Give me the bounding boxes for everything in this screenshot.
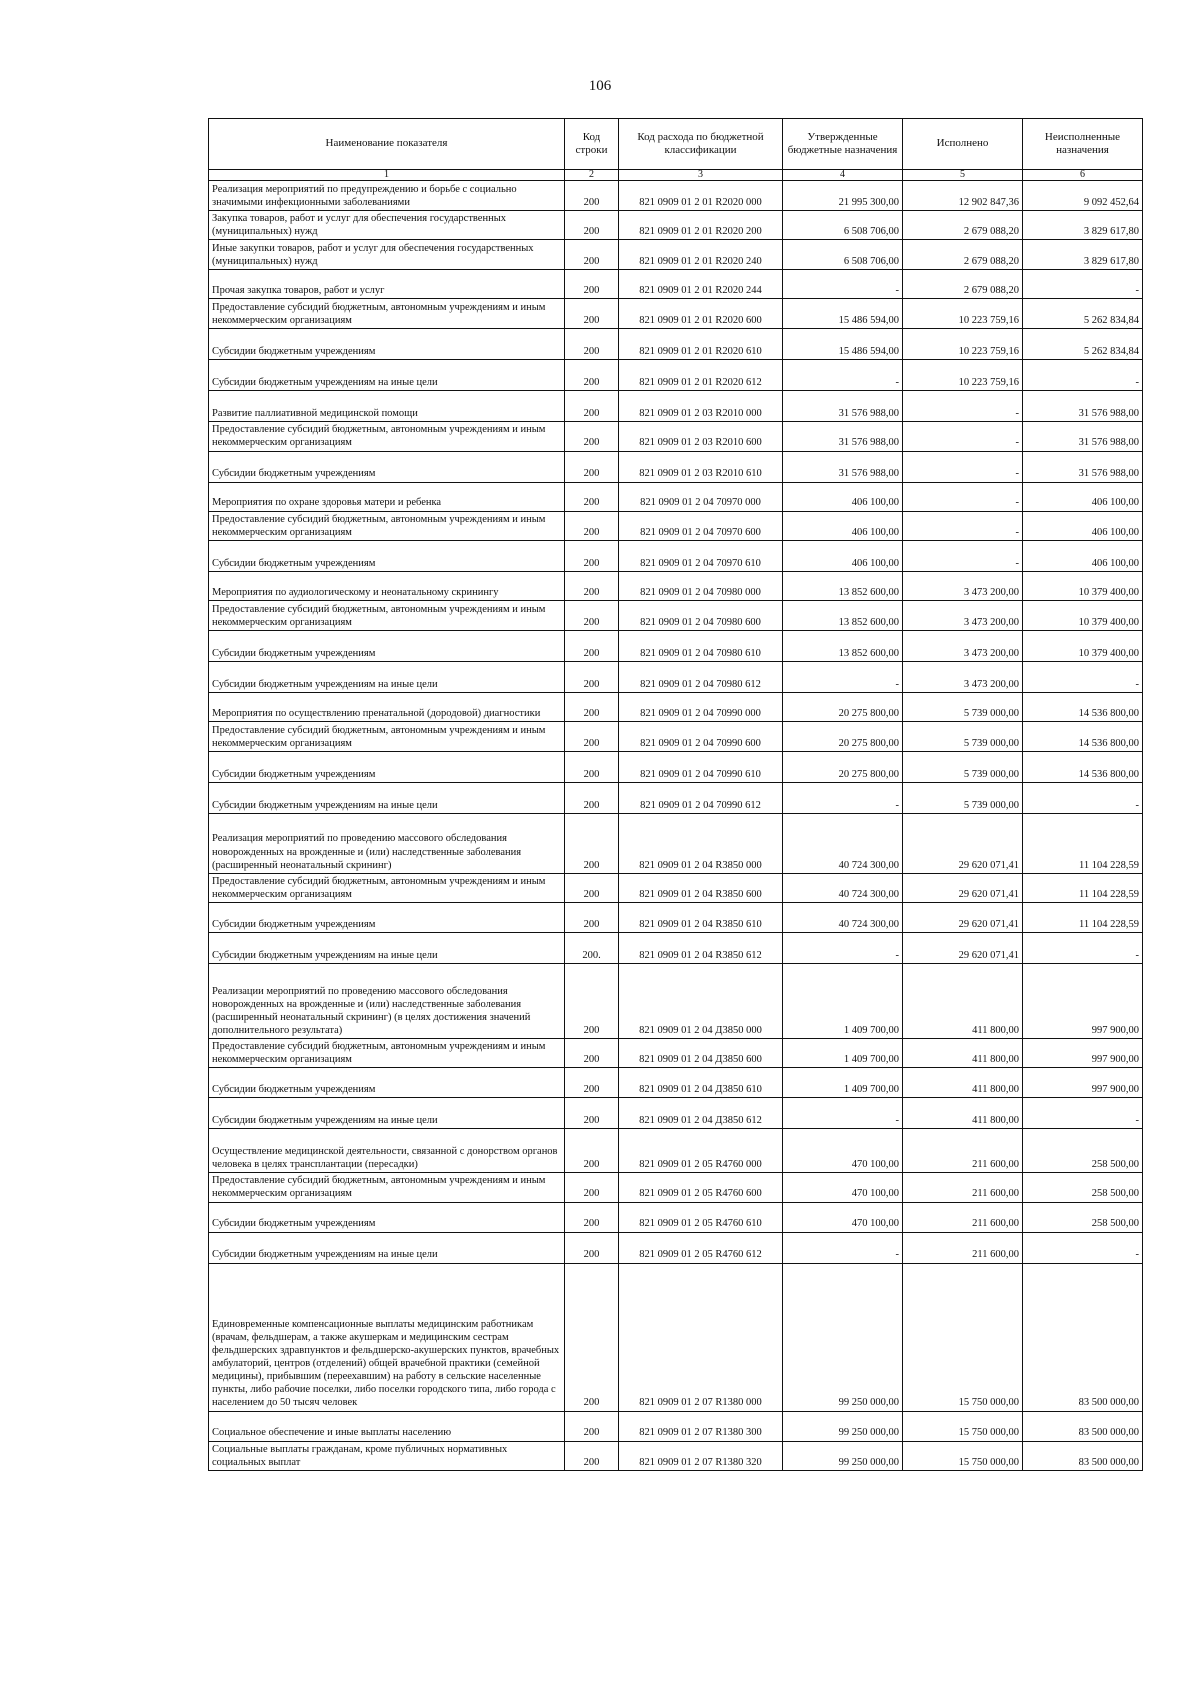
row-approved: 1 409 700,00 xyxy=(783,1039,903,1068)
row-unexecuted: 31 576 988,00 xyxy=(1023,391,1143,422)
row-code: 200 xyxy=(565,964,619,1039)
row-approved: 1 409 700,00 xyxy=(783,964,903,1039)
row-approved: 20 275 800,00 xyxy=(783,692,903,721)
row-unexecuted: 10 379 400,00 xyxy=(1023,600,1143,630)
row-executed: 211 600,00 xyxy=(903,1202,1023,1232)
row-approved: 470 100,00 xyxy=(783,1202,903,1232)
row-unexecuted: 9 092 452,64 xyxy=(1023,181,1143,211)
row-classification-code: 821 0909 01 2 04 Д3850 610 xyxy=(619,1068,783,1098)
row-code: 200 xyxy=(565,1232,619,1263)
row-name: Субсидии бюджетным учреждениям xyxy=(209,630,565,661)
row-executed: 29 620 071,41 xyxy=(903,873,1023,902)
row-executed: 10 223 759,16 xyxy=(903,299,1023,329)
row-classification-code: 821 0909 01 2 04 70970 600 xyxy=(619,511,783,540)
row-unexecuted: - xyxy=(1023,661,1143,692)
table-row xyxy=(209,813,1143,873)
row-executed: 411 800,00 xyxy=(903,964,1023,1039)
row-code: 200 xyxy=(565,1441,619,1470)
table-row xyxy=(209,211,1143,240)
row-unexecuted: 406 100,00 xyxy=(1023,482,1143,511)
row-executed: - xyxy=(903,451,1023,482)
table-row xyxy=(209,964,1143,1039)
row-approved: 20 275 800,00 xyxy=(783,751,903,782)
table-row xyxy=(209,1068,1143,1098)
row-executed: 29 620 071,41 xyxy=(903,813,1023,873)
row-approved: 6 508 706,00 xyxy=(783,240,903,270)
row-classification-code: 821 0909 01 2 03 R2010 000 xyxy=(619,391,783,422)
row-classification-code: 821 0909 01 2 04 70990 610 xyxy=(619,751,783,782)
column-number: 3 xyxy=(619,170,783,181)
table-row xyxy=(209,782,1143,813)
row-name: Предоставление субсидий бюджетным, автономным учреждениям и иным некоммерческим организациям xyxy=(209,1039,565,1068)
row-unexecuted: 258 500,00 xyxy=(1023,1202,1143,1232)
row-executed: 15 750 000,00 xyxy=(903,1263,1023,1411)
row-code: 200 xyxy=(565,813,619,873)
table-row xyxy=(209,422,1143,451)
row-unexecuted: 5 262 834,84 xyxy=(1023,329,1143,360)
row-unexecuted: 258 500,00 xyxy=(1023,1173,1143,1202)
row-executed: 15 750 000,00 xyxy=(903,1411,1023,1441)
table-header-row xyxy=(209,119,1143,170)
table-row xyxy=(209,360,1143,391)
table-row xyxy=(209,482,1143,511)
row-code: 200 xyxy=(565,661,619,692)
row-code: 200 xyxy=(565,482,619,511)
row-unexecuted: 3 829 617,80 xyxy=(1023,211,1143,240)
row-classification-code: 821 0909 01 2 04 Д3850 612 xyxy=(619,1098,783,1129)
row-code: 200 xyxy=(565,873,619,902)
row-approved: 406 100,00 xyxy=(783,540,903,571)
row-approved: 406 100,00 xyxy=(783,482,903,511)
row-unexecuted: 14 536 800,00 xyxy=(1023,721,1143,751)
row-approved: 40 724 300,00 xyxy=(783,903,903,933)
row-classification-code: 821 0909 01 2 01 R2020 244 xyxy=(619,270,783,299)
row-executed: - xyxy=(903,482,1023,511)
column-number: 1 xyxy=(209,170,565,181)
row-executed: - xyxy=(903,391,1023,422)
table-row xyxy=(209,630,1143,661)
row-classification-code: 821 0909 01 2 01 R2020 612 xyxy=(619,360,783,391)
table-row xyxy=(209,540,1143,571)
row-executed: 3 473 200,00 xyxy=(903,630,1023,661)
row-code: 200 xyxy=(565,540,619,571)
row-executed: 5 739 000,00 xyxy=(903,751,1023,782)
row-code: 200 xyxy=(565,1039,619,1068)
row-classification-code: 821 0909 01 2 01 R2020 600 xyxy=(619,299,783,329)
column-number: 2 xyxy=(565,170,619,181)
table-row xyxy=(209,1232,1143,1263)
table-row xyxy=(209,1173,1143,1202)
row-executed: 211 600,00 xyxy=(903,1129,1023,1173)
row-approved: - xyxy=(783,270,903,299)
row-classification-code: 821 0909 01 2 04 70980 000 xyxy=(619,571,783,600)
row-executed: 211 600,00 xyxy=(903,1173,1023,1202)
row-code: 200 xyxy=(565,511,619,540)
row-unexecuted: 11 104 228,59 xyxy=(1023,903,1143,933)
row-executed: 3 473 200,00 xyxy=(903,600,1023,630)
row-code: 200 xyxy=(565,211,619,240)
row-unexecuted: 31 576 988,00 xyxy=(1023,422,1143,451)
header-approved: Утвержденные бюджетные назначения xyxy=(783,119,903,170)
row-approved: 99 250 000,00 xyxy=(783,1411,903,1441)
row-name: Предоставление субсидий бюджетным, автономным учреждениям и иным некоммерческим организациям xyxy=(209,721,565,751)
row-classification-code: 821 0909 01 2 05 R4760 000 xyxy=(619,1129,783,1173)
row-approved: - xyxy=(783,933,903,964)
row-name: Субсидии бюджетным учреждениям xyxy=(209,903,565,933)
row-code: 200 xyxy=(565,1068,619,1098)
row-unexecuted: - xyxy=(1023,933,1143,964)
row-classification-code: 821 0909 01 2 04 R3850 000 xyxy=(619,813,783,873)
row-executed: 12 902 847,36 xyxy=(903,181,1023,211)
row-name: Субсидии бюджетным учреждениям на иные цели xyxy=(209,1232,565,1263)
row-approved: 31 576 988,00 xyxy=(783,391,903,422)
row-approved: - xyxy=(783,360,903,391)
row-name: Субсидии бюджетным учреждениям на иные цели xyxy=(209,1098,565,1129)
row-executed: 2 679 088,20 xyxy=(903,240,1023,270)
row-classification-code: 821 0909 01 2 04 70980 610 xyxy=(619,630,783,661)
row-classification-code: 821 0909 01 2 04 70980 600 xyxy=(619,600,783,630)
row-unexecuted: 83 500 000,00 xyxy=(1023,1263,1143,1411)
row-name: Социальные выплаты гражданам, кроме публичных нормативных социальных выплат xyxy=(209,1441,565,1470)
row-approved: 15 486 594,00 xyxy=(783,329,903,360)
row-code: 200 xyxy=(565,1129,619,1173)
row-unexecuted: 10 379 400,00 xyxy=(1023,630,1143,661)
row-code: 200 xyxy=(565,329,619,360)
row-approved: - xyxy=(783,1232,903,1263)
row-approved: 31 576 988,00 xyxy=(783,451,903,482)
row-classification-code: 821 0909 01 2 05 R4760 600 xyxy=(619,1173,783,1202)
row-classification-code: 821 0909 01 2 03 R2010 600 xyxy=(619,422,783,451)
row-approved: 99 250 000,00 xyxy=(783,1263,903,1411)
row-name: Субсидии бюджетным учреждениям на иные цели xyxy=(209,661,565,692)
table-row xyxy=(209,391,1143,422)
row-unexecuted: 406 100,00 xyxy=(1023,540,1143,571)
budget-execution-table xyxy=(208,118,1143,1471)
row-unexecuted: 14 536 800,00 xyxy=(1023,692,1143,721)
table-row xyxy=(209,721,1143,751)
table-row xyxy=(209,181,1143,211)
row-unexecuted: - xyxy=(1023,782,1143,813)
row-executed: 411 800,00 xyxy=(903,1098,1023,1129)
row-executed: 5 739 000,00 xyxy=(903,782,1023,813)
row-unexecuted: 14 536 800,00 xyxy=(1023,751,1143,782)
row-unexecuted: 83 500 000,00 xyxy=(1023,1411,1143,1441)
row-name: Предоставление субсидий бюджетным, автономным учреждениям и иным некоммерческим организациям xyxy=(209,422,565,451)
row-approved: 13 852 600,00 xyxy=(783,630,903,661)
row-name: Реализация мероприятий по предупреждению и борьбе с социально значимыми инфекционными заболеваниями xyxy=(209,181,565,211)
row-code: 200 xyxy=(565,181,619,211)
page-number: 106 xyxy=(588,78,612,94)
row-name: Развитие паллиативной медицинской помощи xyxy=(209,391,565,422)
row-code: 200 xyxy=(565,1202,619,1232)
row-classification-code: 821 0909 01 2 07 R1380 000 xyxy=(619,1263,783,1411)
row-classification-code: 821 0909 01 2 04 70990 000 xyxy=(619,692,783,721)
row-code: 200 xyxy=(565,600,619,630)
row-approved: 470 100,00 xyxy=(783,1129,903,1173)
row-executed: 3 473 200,00 xyxy=(903,661,1023,692)
row-code: 200 xyxy=(565,721,619,751)
row-executed: 2 679 088,20 xyxy=(903,270,1023,299)
row-approved: 1 409 700,00 xyxy=(783,1068,903,1098)
table-row xyxy=(209,1129,1143,1173)
row-unexecuted: - xyxy=(1023,270,1143,299)
row-name: Реализация мероприятий по проведению массового обследования новорожденных на врожденные и (или) наследственные заболевания (расширенный неонатальный скрининг) xyxy=(209,813,565,873)
row-unexecuted: - xyxy=(1023,1232,1143,1263)
row-approved: 406 100,00 xyxy=(783,511,903,540)
row-unexecuted: - xyxy=(1023,1098,1143,1129)
column-number-row xyxy=(209,170,1143,181)
table-row xyxy=(209,903,1143,933)
row-executed: - xyxy=(903,511,1023,540)
row-code: 200 xyxy=(565,1098,619,1129)
table-row xyxy=(209,451,1143,482)
row-code: 200 xyxy=(565,630,619,661)
row-code: 200 xyxy=(565,1173,619,1202)
row-code: 200 xyxy=(565,782,619,813)
row-name: Осуществление медицинской деятельности, связанной с донорством органов человека в целях трансплантации (пересадки) xyxy=(209,1129,565,1173)
table-row xyxy=(209,1098,1143,1129)
table-row xyxy=(209,329,1143,360)
row-classification-code: 821 0909 01 2 04 70990 612 xyxy=(619,782,783,813)
column-number: 4 xyxy=(783,170,903,181)
row-name: Субсидии бюджетным учреждениям xyxy=(209,540,565,571)
table-row xyxy=(209,240,1143,270)
row-executed: 5 739 000,00 xyxy=(903,692,1023,721)
table-row xyxy=(209,933,1143,964)
row-unexecuted: - xyxy=(1023,360,1143,391)
table-row xyxy=(209,1411,1143,1441)
row-approved: 13 852 600,00 xyxy=(783,600,903,630)
table-row xyxy=(209,270,1143,299)
row-name: Субсидии бюджетным учреждениям на иные цели xyxy=(209,782,565,813)
row-name: Субсидии бюджетным учреждениям xyxy=(209,451,565,482)
row-approved: 21 995 300,00 xyxy=(783,181,903,211)
row-executed: 211 600,00 xyxy=(903,1232,1023,1263)
row-code: 200 xyxy=(565,240,619,270)
row-executed: 411 800,00 xyxy=(903,1039,1023,1068)
row-name: Субсидии бюджетным учреждениям на иные цели xyxy=(209,360,565,391)
row-approved: 20 275 800,00 xyxy=(783,721,903,751)
row-code: 200 xyxy=(565,751,619,782)
header-executed: Исполнено xyxy=(903,119,1023,170)
row-classification-code: 821 0909 01 2 05 R4760 610 xyxy=(619,1202,783,1232)
row-code: 200 xyxy=(565,360,619,391)
row-approved: 15 486 594,00 xyxy=(783,299,903,329)
row-executed: 2 679 088,20 xyxy=(903,211,1023,240)
row-classification-code: 821 0909 01 2 01 R2020 000 xyxy=(619,181,783,211)
row-classification-code: 821 0909 01 2 07 R1380 300 xyxy=(619,1411,783,1441)
row-executed: 10 223 759,16 xyxy=(903,329,1023,360)
row-code: 200 xyxy=(565,422,619,451)
column-number: 5 xyxy=(903,170,1023,181)
table-row xyxy=(209,692,1143,721)
table-row xyxy=(209,873,1143,902)
row-unexecuted: 11 104 228,59 xyxy=(1023,873,1143,902)
row-approved: 470 100,00 xyxy=(783,1173,903,1202)
table-row xyxy=(209,751,1143,782)
row-approved: 40 724 300,00 xyxy=(783,813,903,873)
table-row xyxy=(209,511,1143,540)
row-executed: 3 473 200,00 xyxy=(903,571,1023,600)
row-name: Предоставление субсидий бюджетным, автономным учреждениям и иным некоммерческим организациям xyxy=(209,299,565,329)
row-code: 200 xyxy=(565,692,619,721)
row-unexecuted: 31 576 988,00 xyxy=(1023,451,1143,482)
row-approved: 99 250 000,00 xyxy=(783,1441,903,1470)
column-number: 6 xyxy=(1023,170,1143,181)
row-classification-code: 821 0909 01 2 04 R3850 610 xyxy=(619,903,783,933)
row-executed: 5 739 000,00 xyxy=(903,721,1023,751)
row-name: Реализации мероприятий по проведению массового обследования новорожденных на врожденные и (или) наследственные заболевания (расширенный неонатальный скрининг) (в целях достижения значений дополнительного результата) xyxy=(209,964,565,1039)
row-unexecuted: 997 900,00 xyxy=(1023,1068,1143,1098)
row-name: Мероприятия по осуществлению пренатальной (дородовой) диагностики xyxy=(209,692,565,721)
row-classification-code: 821 0909 01 2 04 70980 612 xyxy=(619,661,783,692)
row-name: Субсидии бюджетным учреждениям xyxy=(209,1202,565,1232)
row-classification-code: 821 0909 01 2 04 Д3850 600 xyxy=(619,1039,783,1068)
row-name: Прочая закупка товаров, работ и услуг xyxy=(209,270,565,299)
row-name: Предоставление субсидий бюджетным, автономным учреждениям и иным некоммерческим организациям xyxy=(209,600,565,630)
table-row xyxy=(209,1263,1143,1411)
header-row-code: Код строки xyxy=(565,119,619,170)
row-name: Субсидии бюджетным учреждениям xyxy=(209,329,565,360)
row-executed: 15 750 000,00 xyxy=(903,1441,1023,1470)
table-row xyxy=(209,600,1143,630)
row-unexecuted: 5 262 834,84 xyxy=(1023,299,1143,329)
row-unexecuted: 11 104 228,59 xyxy=(1023,813,1143,873)
header-class-code: Код расхода по бюджетной классификации xyxy=(619,119,783,170)
row-approved: - xyxy=(783,661,903,692)
row-name: Предоставление субсидий бюджетным, автономным учреждениям и иным некоммерческим организациям xyxy=(209,873,565,902)
row-approved: - xyxy=(783,782,903,813)
row-approved: 13 852 600,00 xyxy=(783,571,903,600)
table-row xyxy=(209,1039,1143,1068)
row-name: Субсидии бюджетным учреждениям xyxy=(209,1068,565,1098)
table-row xyxy=(209,571,1143,600)
row-classification-code: 821 0909 01 2 04 70970 610 xyxy=(619,540,783,571)
row-classification-code: 821 0909 01 2 01 R2020 200 xyxy=(619,211,783,240)
row-approved: - xyxy=(783,1098,903,1129)
table-row xyxy=(209,661,1143,692)
table-row xyxy=(209,1202,1143,1232)
row-executed: 411 800,00 xyxy=(903,1068,1023,1098)
row-executed: - xyxy=(903,540,1023,571)
row-name: Закупка товаров, работ и услуг для обеспечения государственных (муниципальных) нужд xyxy=(209,211,565,240)
row-executed: 29 620 071,41 xyxy=(903,903,1023,933)
row-unexecuted: 83 500 000,00 xyxy=(1023,1441,1143,1470)
table-row xyxy=(209,299,1143,329)
row-code: 200. xyxy=(565,933,619,964)
row-code: 200 xyxy=(565,1411,619,1441)
table-row xyxy=(209,1441,1143,1470)
row-unexecuted: 3 829 617,80 xyxy=(1023,240,1143,270)
row-classification-code: 821 0909 01 2 01 R2020 610 xyxy=(619,329,783,360)
row-unexecuted: 258 500,00 xyxy=(1023,1129,1143,1173)
row-name: Единовременные компенсационные выплаты медицинским работникам (врачам, фельдшерам, а также акушеркам и медицинским сестрам фельдшерских здравпунктов и фельдшерско-акушерских пунктов, врачебных амбулаторий, центров (отделений) общей врачебной практики (семейной медицины), прибывшим (переехавшим) на работу в сельские населенные пункты, либо рабочие поселки, либо поселки городского типа, либо города с населением до 50 тысяч человек xyxy=(209,1263,565,1411)
row-unexecuted: 997 900,00 xyxy=(1023,1039,1143,1068)
row-classification-code: 821 0909 01 2 04 70970 000 xyxy=(619,482,783,511)
row-classification-code: 821 0909 01 2 01 R2020 240 xyxy=(619,240,783,270)
row-name: Предоставление субсидий бюджетным, автономным учреждениям и иным некоммерческим организациям xyxy=(209,511,565,540)
header-name: Наименование показателя xyxy=(209,119,565,170)
row-code: 200 xyxy=(565,299,619,329)
row-code: 200 xyxy=(565,571,619,600)
row-code: 200 xyxy=(565,451,619,482)
row-classification-code: 821 0909 01 2 04 R3850 600 xyxy=(619,873,783,902)
row-executed: - xyxy=(903,422,1023,451)
row-name: Предоставление субсидий бюджетным, автономным учреждениям и иным некоммерческим организациям xyxy=(209,1173,565,1202)
row-approved: 31 576 988,00 xyxy=(783,422,903,451)
row-approved: 40 724 300,00 xyxy=(783,873,903,902)
row-unexecuted: 406 100,00 xyxy=(1023,511,1143,540)
row-name: Иные закупки товаров, работ и услуг для обеспечения государственных (муниципальных) нужд xyxy=(209,240,565,270)
row-classification-code: 821 0909 01 2 04 R3850 612 xyxy=(619,933,783,964)
row-name: Субсидии бюджетным учреждениям xyxy=(209,751,565,782)
row-classification-code: 821 0909 01 2 05 R4760 612 xyxy=(619,1232,783,1263)
row-executed: 10 223 759,16 xyxy=(903,360,1023,391)
row-name: Субсидии бюджетным учреждениям на иные цели xyxy=(209,933,565,964)
row-unexecuted: 10 379 400,00 xyxy=(1023,571,1143,600)
row-executed: 29 620 071,41 xyxy=(903,933,1023,964)
row-classification-code: 821 0909 01 2 03 R2010 610 xyxy=(619,451,783,482)
row-code: 200 xyxy=(565,903,619,933)
row-name: Мероприятия по аудиологическому и неонатальному скринингу xyxy=(209,571,565,600)
row-classification-code: 821 0909 01 2 07 R1380 320 xyxy=(619,1441,783,1470)
row-unexecuted: 997 900,00 xyxy=(1023,964,1143,1039)
header-unexecuted: Неисполненные назначения xyxy=(1023,119,1143,170)
row-code: 200 xyxy=(565,1263,619,1411)
row-approved: 6 508 706,00 xyxy=(783,211,903,240)
row-code: 200 xyxy=(565,391,619,422)
row-name: Мероприятия по охране здоровья матери и ребенка xyxy=(209,482,565,511)
row-classification-code: 821 0909 01 2 04 70990 600 xyxy=(619,721,783,751)
row-name: Социальное обеспечение и иные выплаты населению xyxy=(209,1411,565,1441)
row-classification-code: 821 0909 01 2 04 Д3850 000 xyxy=(619,964,783,1039)
row-code: 200 xyxy=(565,270,619,299)
